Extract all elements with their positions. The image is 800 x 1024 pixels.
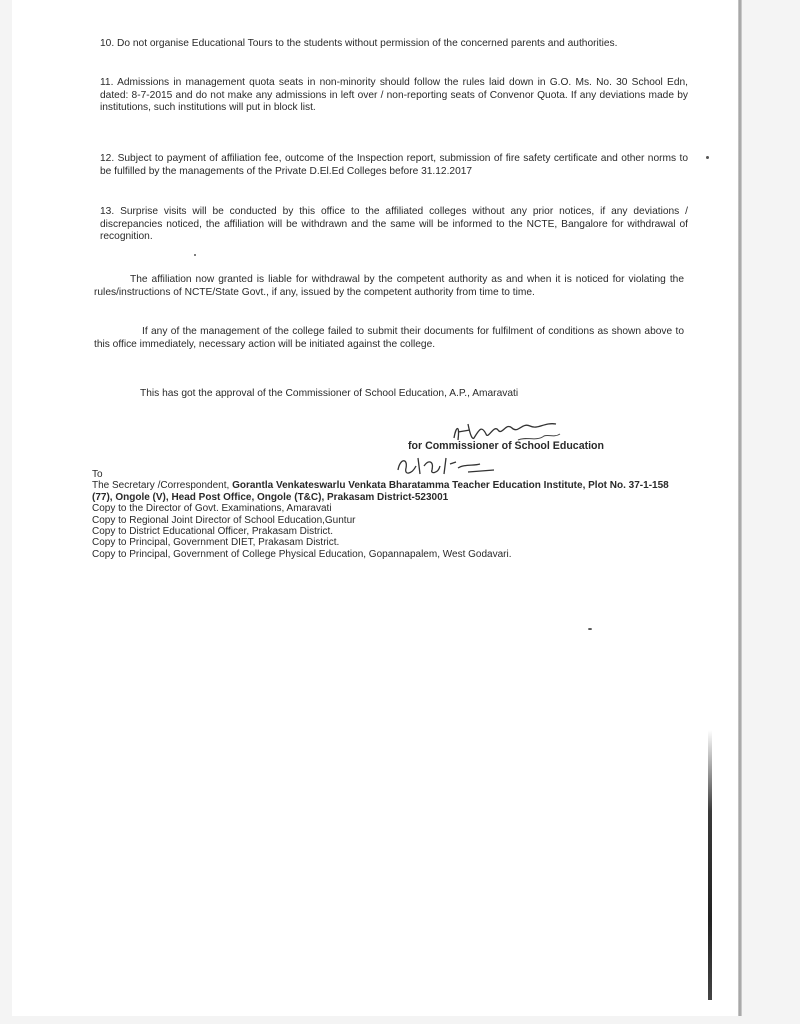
scan-speck [194,254,196,256]
item-text: Surprise visits will be conducted by this office to the affiliated colleges without any prior notices, if any deviations / discrepancies noticed, the affiliation will be withdrawn and the same will be informed to the NCTE, Bangalore for withdrawal of recognition. [100,206,688,243]
copy-to-line: Copy to Principal, Government DIET, Prakasam District. [92,537,340,549]
copy-to-line: Copy to District Educational Officer, Prakasam District. [92,526,334,538]
scan-speck [588,628,592,630]
condition-item-12 [100,153,688,178]
scan-speck [706,156,709,159]
recipient-block [92,469,692,560]
item-number: 11. [100,77,114,88]
signatory-line: for Commissioner of School Education [408,440,604,452]
recipient-designation: The Secretary /Correspondent, [92,480,230,492]
copy-to-line: Copy to Principal, Government of College Physical Education, Gopannapalem, West Godavari. [92,548,512,560]
documents-paragraph: If any of the management of the college failed to submit their documents for fulfilment of conditions as shown above to this office immediately, necessary action will be initiated against the college. [94,326,684,350]
copy-to-line: Copy to Regional Joint Director of School Education,Guntur [92,514,356,526]
item-text: Admissions in management quota seats in non-minority should follow the rules laid down in G.O. Ms. No. 30 School Edn, dated: 8-7-2015 and do not make any admissions in left over / non-reporting seats of Convenor Quota. If any deviations made by institutions, such institutions will put in block list. [100,77,688,114]
condition-item-11 [100,77,688,115]
item-number: 12. [100,153,115,164]
recipient-address [92,480,692,503]
item-number: 13. [100,206,115,217]
condition-item-13 [100,206,688,244]
condition-item-10 [100,38,688,51]
approval-paragraph: This has got the approval of the Commissioner of School Education, A.P., Amaravati [140,388,519,399]
withdrawal-paragraph: The affiliation now granted is liable for withdrawal by the competent authority as and when it is noticed for violating the rules/instructions of NCTE/State Govt., if any, issued by the competent authority from time to time. [94,274,684,298]
item-number: 10. [100,38,115,49]
item-text: Do not organise Educational Tours to the students without permission of the concerned parents and authorities. [117,38,618,49]
recipient-institution: Gorantla Venkateswarlu Venkata Bharatamma Teacher Education Institute, Plot No. 37-1-158 (77), Ongole (V), Head Post Office, Ongole (T&C), Prakasam District-523001 [92,480,669,503]
copy-to-line: Copy to the Director of Govt. Examinations, Amaravati [92,503,332,515]
item-text: Subject to payment of affiliation fee, outcome of the Inspection report, submission of fire safety certificate and other norms to be fulfilled by the managements of the Private D.El.Ed Colleges before 31.12.2017 [100,153,688,177]
to-label: To [92,469,103,480]
